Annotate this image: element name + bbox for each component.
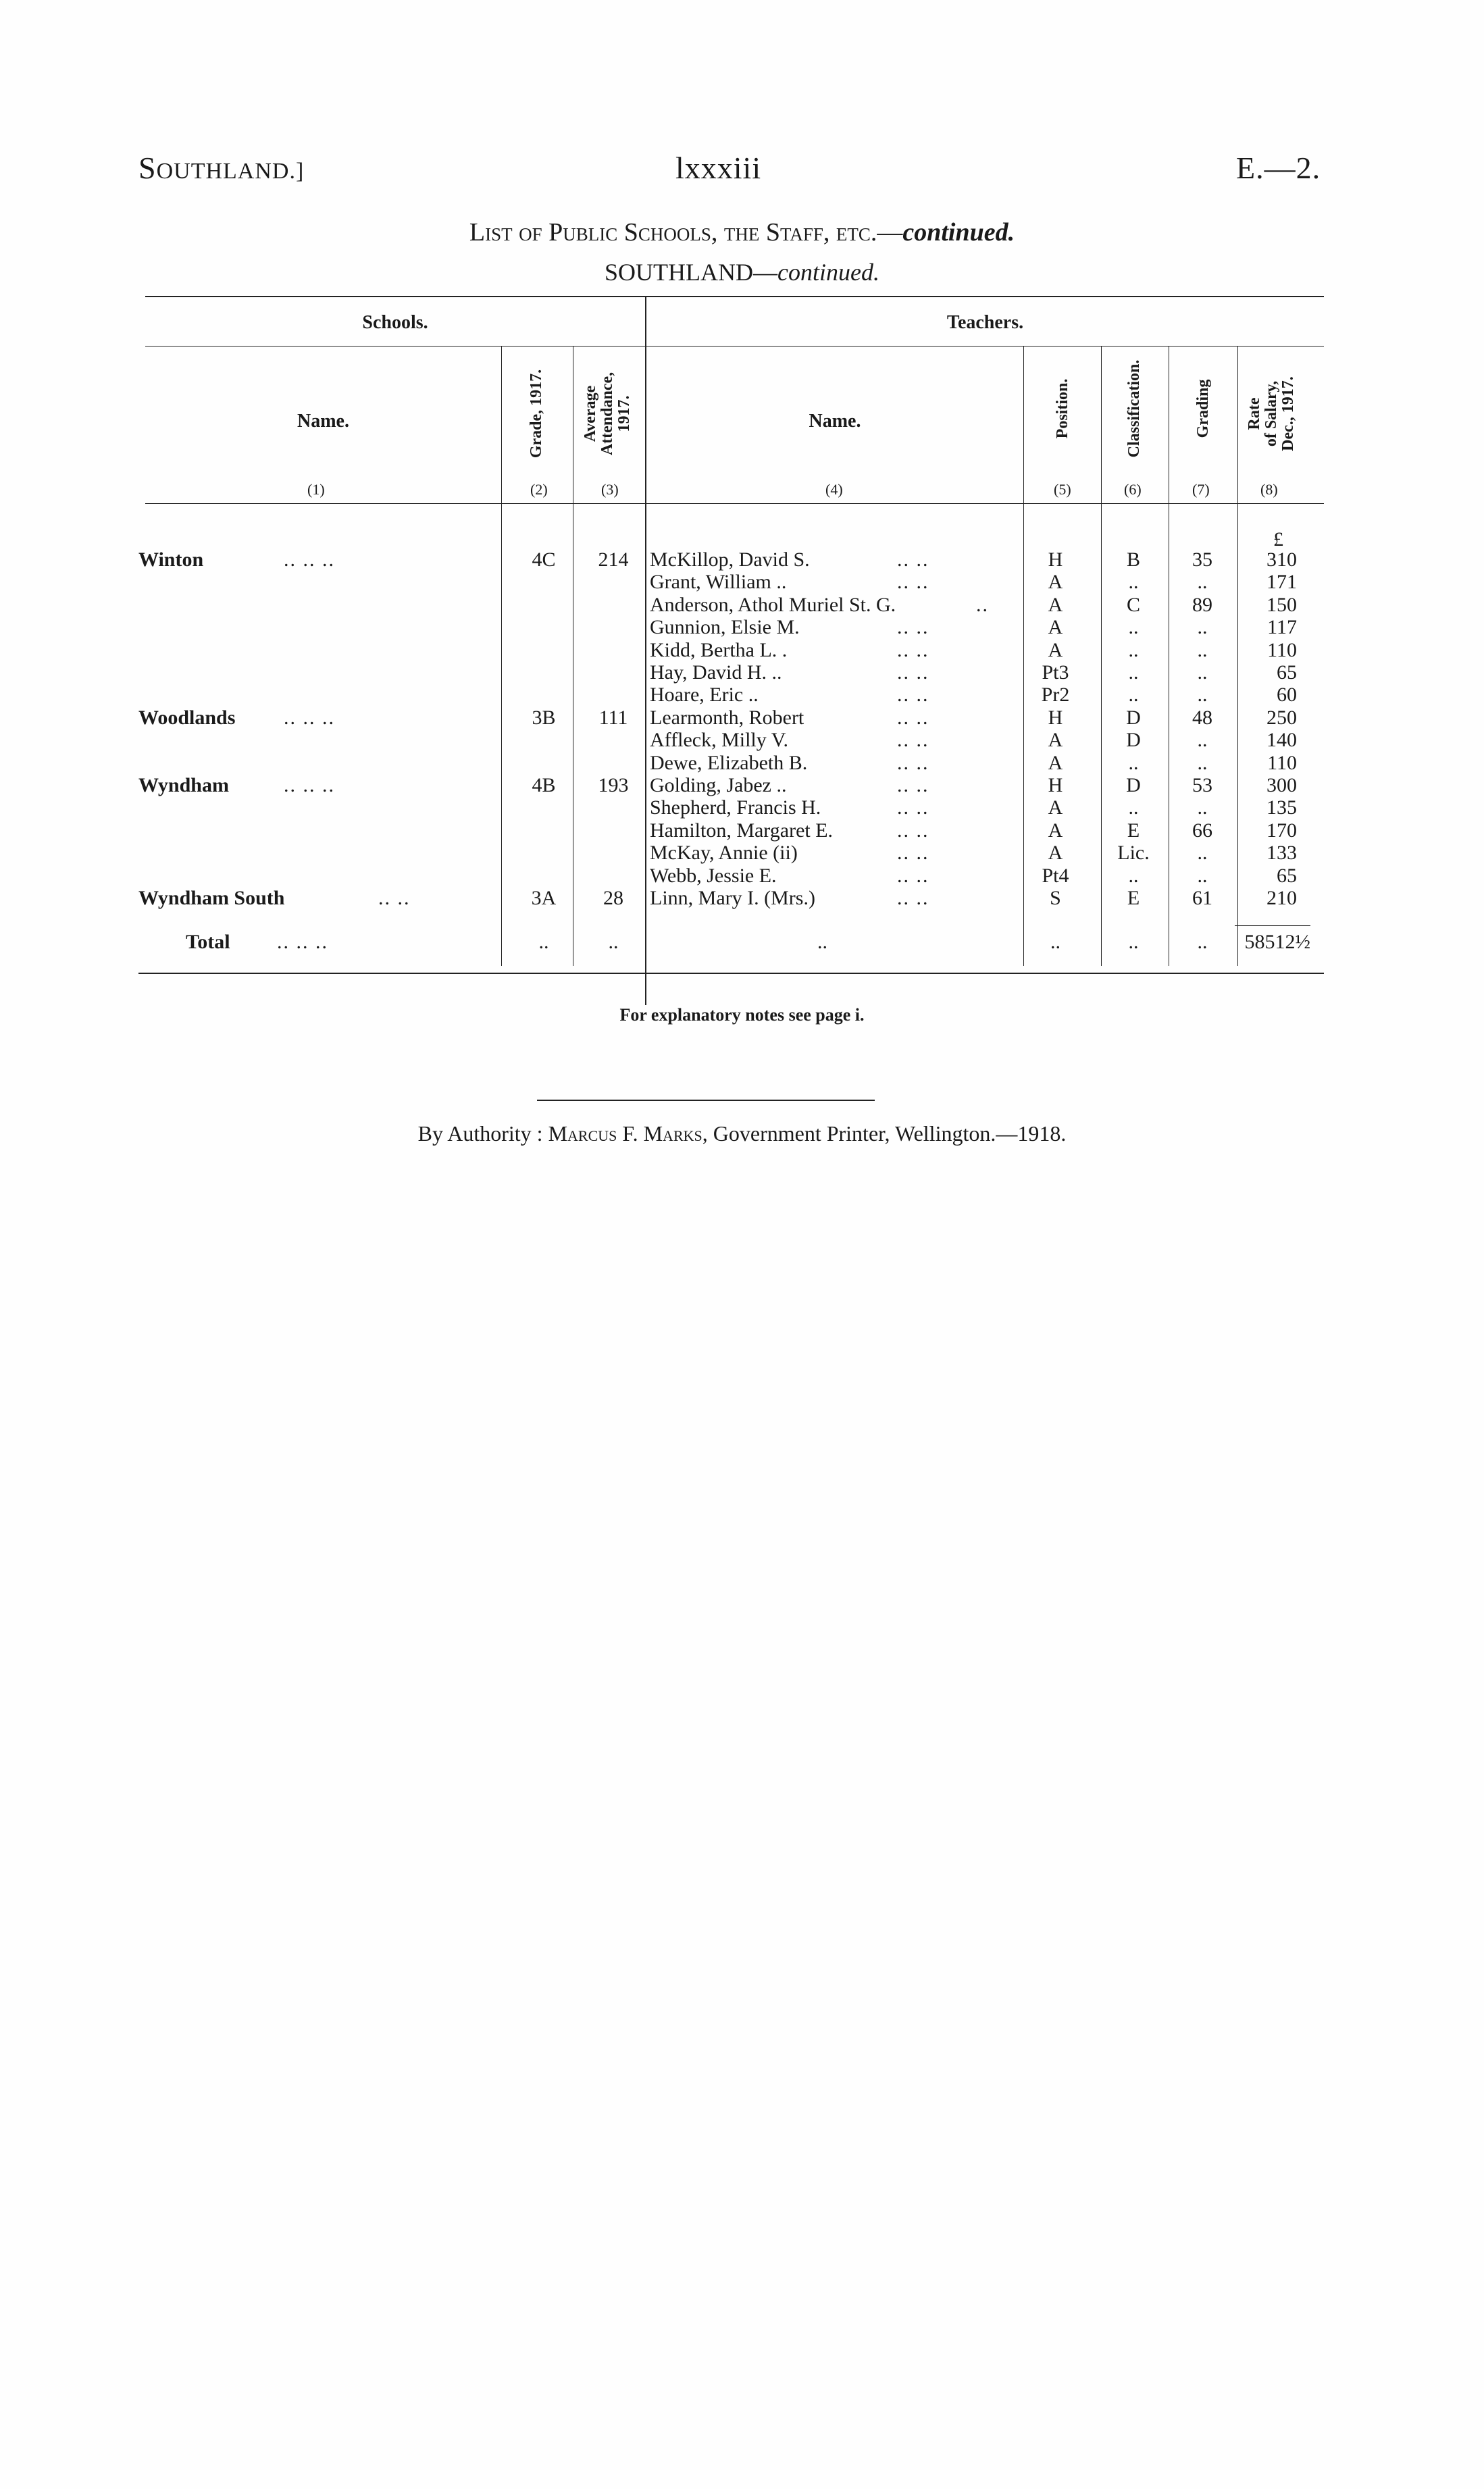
grading: .. <box>1197 661 1208 684</box>
salary: 60 <box>1277 684 1297 706</box>
salary-header: Rate of Salary, Dec., 1917. <box>1246 376 1297 451</box>
total-label: Total <box>186 931 230 953</box>
teacher-name: McKillop, David S. <box>650 548 810 571</box>
teacher-dots: .. .. <box>897 616 929 638</box>
teacher-dots: .. .. <box>897 707 929 729</box>
teacher-dots: .. .. <box>897 774 929 796</box>
position: A <box>1048 729 1063 751</box>
salary: 310 <box>1266 548 1297 571</box>
table-row <box>0 887 1484 909</box>
colnum-4: (4) <box>825 481 843 498</box>
salary: 117 <box>1267 616 1297 638</box>
grading-header: Grading <box>1194 379 1212 438</box>
imprint-rule <box>537 1100 875 1101</box>
grading: 35 <box>1192 548 1212 571</box>
school-name-header: Name. <box>297 411 349 432</box>
col-divider-4 <box>1023 346 1024 508</box>
salary: 110 <box>1267 639 1297 661</box>
school-dots: .. .. .. <box>284 707 335 729</box>
grading: 89 <box>1192 594 1212 616</box>
classification: D <box>1126 729 1141 751</box>
classification: .. <box>1128 752 1139 774</box>
grade-header: Grade, 1917. <box>528 369 545 459</box>
col-divider-5 <box>1101 346 1102 508</box>
teacher-name: Golding, Jabez .. <box>650 774 787 796</box>
teacher-name: Shepherd, Francis H. <box>650 796 821 819</box>
colnum-3: (3) <box>601 481 619 498</box>
salary: 171 <box>1266 571 1297 593</box>
position: Pt3 <box>1042 661 1069 684</box>
table-row <box>0 571 1484 593</box>
top-rule <box>145 296 1324 297</box>
salary: 110 <box>1267 752 1297 774</box>
colnum-8: (8) <box>1260 481 1278 498</box>
total-attendance: .. <box>608 931 619 953</box>
total-dots: .. .. .. <box>277 931 328 953</box>
table-row <box>0 796 1484 819</box>
school-name: Woodlands <box>138 707 236 729</box>
classification: .. <box>1128 661 1139 684</box>
salary: 65 <box>1277 661 1297 684</box>
grading: .. <box>1197 616 1208 638</box>
page-number: lxxxiii <box>675 151 762 185</box>
classification: .. <box>1128 684 1139 706</box>
position: A <box>1048 819 1063 842</box>
header-bottom-rule <box>145 503 1324 504</box>
table-title: List of Public Schools, the Staff, etc.—continued. <box>469 218 1015 247</box>
table-row <box>0 616 1484 638</box>
teacher-dots: .. .. <box>897 571 929 593</box>
position: H <box>1048 707 1063 729</box>
teacher-name: Dewe, Elizabeth B. <box>650 752 808 774</box>
teacher-name: McKay, Annie (ii) <box>650 842 798 864</box>
grading: .. <box>1197 842 1208 864</box>
colnum-5: (5) <box>1054 481 1071 498</box>
total-grade: .. <box>538 931 549 953</box>
imprint: By Authority : Marcus F. Marks, Government Printer, Wellington.—1918. <box>417 1121 1067 1146</box>
position: S <box>1050 887 1061 909</box>
total-teacher: .. <box>817 931 827 953</box>
salary: 250 <box>1266 707 1297 729</box>
grading: 48 <box>1192 707 1212 729</box>
classification: .. <box>1128 796 1139 819</box>
teacher-name: Anderson, Athol Muriel St. G. <box>650 594 896 616</box>
table-row <box>0 819 1484 842</box>
classification: .. <box>1128 865 1139 887</box>
grade: 4C <box>532 548 556 571</box>
col-divider-7 <box>1237 346 1238 508</box>
teacher-dots: .. .. <box>897 684 929 706</box>
table-row <box>0 752 1484 774</box>
teacher-name: Hamilton, Margaret E. <box>650 819 834 842</box>
running-header-left: SOUTHLAND.] <box>138 151 305 185</box>
table-row <box>0 707 1484 729</box>
position: Pr2 <box>1041 684 1070 706</box>
teacher-name-header: Name. <box>809 411 861 432</box>
classification: D <box>1126 774 1141 796</box>
teachers-group-header: Teachers. <box>946 312 1024 333</box>
salary: 170 <box>1266 819 1297 842</box>
grading: 66 <box>1192 819 1212 842</box>
salary: 150 <box>1266 594 1297 616</box>
table-row <box>0 594 1484 616</box>
attendance: 214 <box>598 548 629 571</box>
school-name: Winton <box>138 548 204 571</box>
teacher-name: Linn, Mary I. (Mrs.) <box>650 887 815 909</box>
position: A <box>1048 594 1063 616</box>
position: A <box>1048 639 1063 661</box>
grade: 4B <box>532 774 556 796</box>
grade: 3B <box>532 707 556 729</box>
teacher-dots: .. <box>976 594 989 616</box>
position: Pt4 <box>1042 865 1069 887</box>
attendance-header: Average Attendance, 1917. <box>582 371 633 456</box>
schools-group-header: Schools. <box>362 312 428 333</box>
colnum-7: (7) <box>1192 481 1210 498</box>
salary: 135 <box>1266 796 1297 819</box>
table-row <box>0 684 1484 706</box>
classification: .. <box>1128 639 1139 661</box>
running-header-right: E.—2. <box>1236 151 1321 185</box>
salary: 65 <box>1277 865 1297 887</box>
table-row <box>0 865 1484 887</box>
classification: Lic. <box>1117 842 1150 864</box>
school-dots: .. .. .. <box>284 548 335 571</box>
total-row <box>0 931 1484 953</box>
total-salary-rule <box>1235 925 1310 926</box>
grading: .. <box>1197 865 1208 887</box>
currency-symbol: £ <box>1273 528 1283 550</box>
teacher-dots: .. .. <box>897 887 929 909</box>
position-header: Position. <box>1054 378 1071 439</box>
teacher-dots: .. .. <box>897 661 929 684</box>
table-row <box>0 661 1484 684</box>
salary: 210 <box>1266 887 1297 909</box>
colnum-1: (1) <box>307 481 325 498</box>
grading: .. <box>1197 729 1208 751</box>
region-title: SOUTHLAND—continued. <box>605 259 879 286</box>
teacher-name: Gunnion, Elsie M. <box>650 616 800 638</box>
school-dots: .. .. <box>378 887 411 909</box>
school-name: Wyndham <box>138 774 229 796</box>
col-divider-1 <box>501 346 502 508</box>
teacher-dots: .. .. <box>897 865 929 887</box>
grade: 3A <box>531 887 557 909</box>
bottom-rule <box>138 973 1324 974</box>
position: A <box>1048 752 1063 774</box>
classification: .. <box>1128 616 1139 638</box>
total-salary: 58512½ <box>1244 931 1310 953</box>
teacher-name: Learmonth, Robert <box>650 707 804 729</box>
teacher-dots: .. .. <box>897 639 929 661</box>
teacher-dots: .. .. <box>897 819 929 842</box>
table-row <box>0 842 1484 864</box>
position: H <box>1048 548 1063 571</box>
classification: B <box>1126 548 1140 571</box>
grading: 53 <box>1192 774 1212 796</box>
classification-header: Classification. <box>1125 359 1143 458</box>
classification: D <box>1126 707 1141 729</box>
teacher-name: Grant, William .. <box>650 571 787 593</box>
position: A <box>1048 571 1063 593</box>
salary: 140 <box>1266 729 1297 751</box>
grading: .. <box>1197 571 1208 593</box>
total-grading: .. <box>1197 931 1208 953</box>
position: A <box>1048 842 1063 864</box>
position: A <box>1048 796 1063 819</box>
table-row <box>0 729 1484 751</box>
table-row <box>0 548 1484 571</box>
position: A <box>1048 616 1063 638</box>
group-header-rule <box>145 346 1324 347</box>
teacher-dots: .. .. <box>897 752 929 774</box>
colnum-6: (6) <box>1124 481 1142 498</box>
attendance: 111 <box>598 707 628 729</box>
table-row <box>0 639 1484 661</box>
classification: E <box>1127 887 1140 909</box>
footnote: For explanatory notes see page i. <box>619 1005 865 1025</box>
classification: .. <box>1128 571 1139 593</box>
school-name: Wyndham South <box>138 887 285 909</box>
table-row <box>0 774 1484 796</box>
grading: .. <box>1197 796 1208 819</box>
salary: 300 <box>1266 774 1297 796</box>
teacher-name: Webb, Jessie E. <box>650 865 777 887</box>
total-classification: .. <box>1128 931 1139 953</box>
teacher-name: Hay, David H. .. <box>650 661 782 684</box>
teacher-dots: .. .. <box>897 729 929 751</box>
salary: 133 <box>1266 842 1297 864</box>
grading: .. <box>1197 684 1208 706</box>
grading: 61 <box>1192 887 1212 909</box>
school-dots: .. .. .. <box>284 774 335 796</box>
classification: C <box>1126 594 1140 616</box>
teacher-dots: .. .. <box>897 842 929 864</box>
teacher-dots: .. .. <box>897 548 929 571</box>
teacher-name: Hoare, Eric .. <box>650 684 759 706</box>
attendance: 193 <box>598 774 629 796</box>
teacher-dots: .. .. <box>897 796 929 819</box>
colnum-2: (2) <box>530 481 548 498</box>
position: H <box>1048 774 1063 796</box>
total-position: .. <box>1050 931 1060 953</box>
grading: .. <box>1197 639 1208 661</box>
attendance: 28 <box>603 887 623 909</box>
classification: E <box>1127 819 1140 842</box>
grading: .. <box>1197 752 1208 774</box>
teacher-name: Affleck, Milly V. <box>650 729 789 751</box>
teacher-name: Kidd, Bertha L. . <box>650 639 788 661</box>
